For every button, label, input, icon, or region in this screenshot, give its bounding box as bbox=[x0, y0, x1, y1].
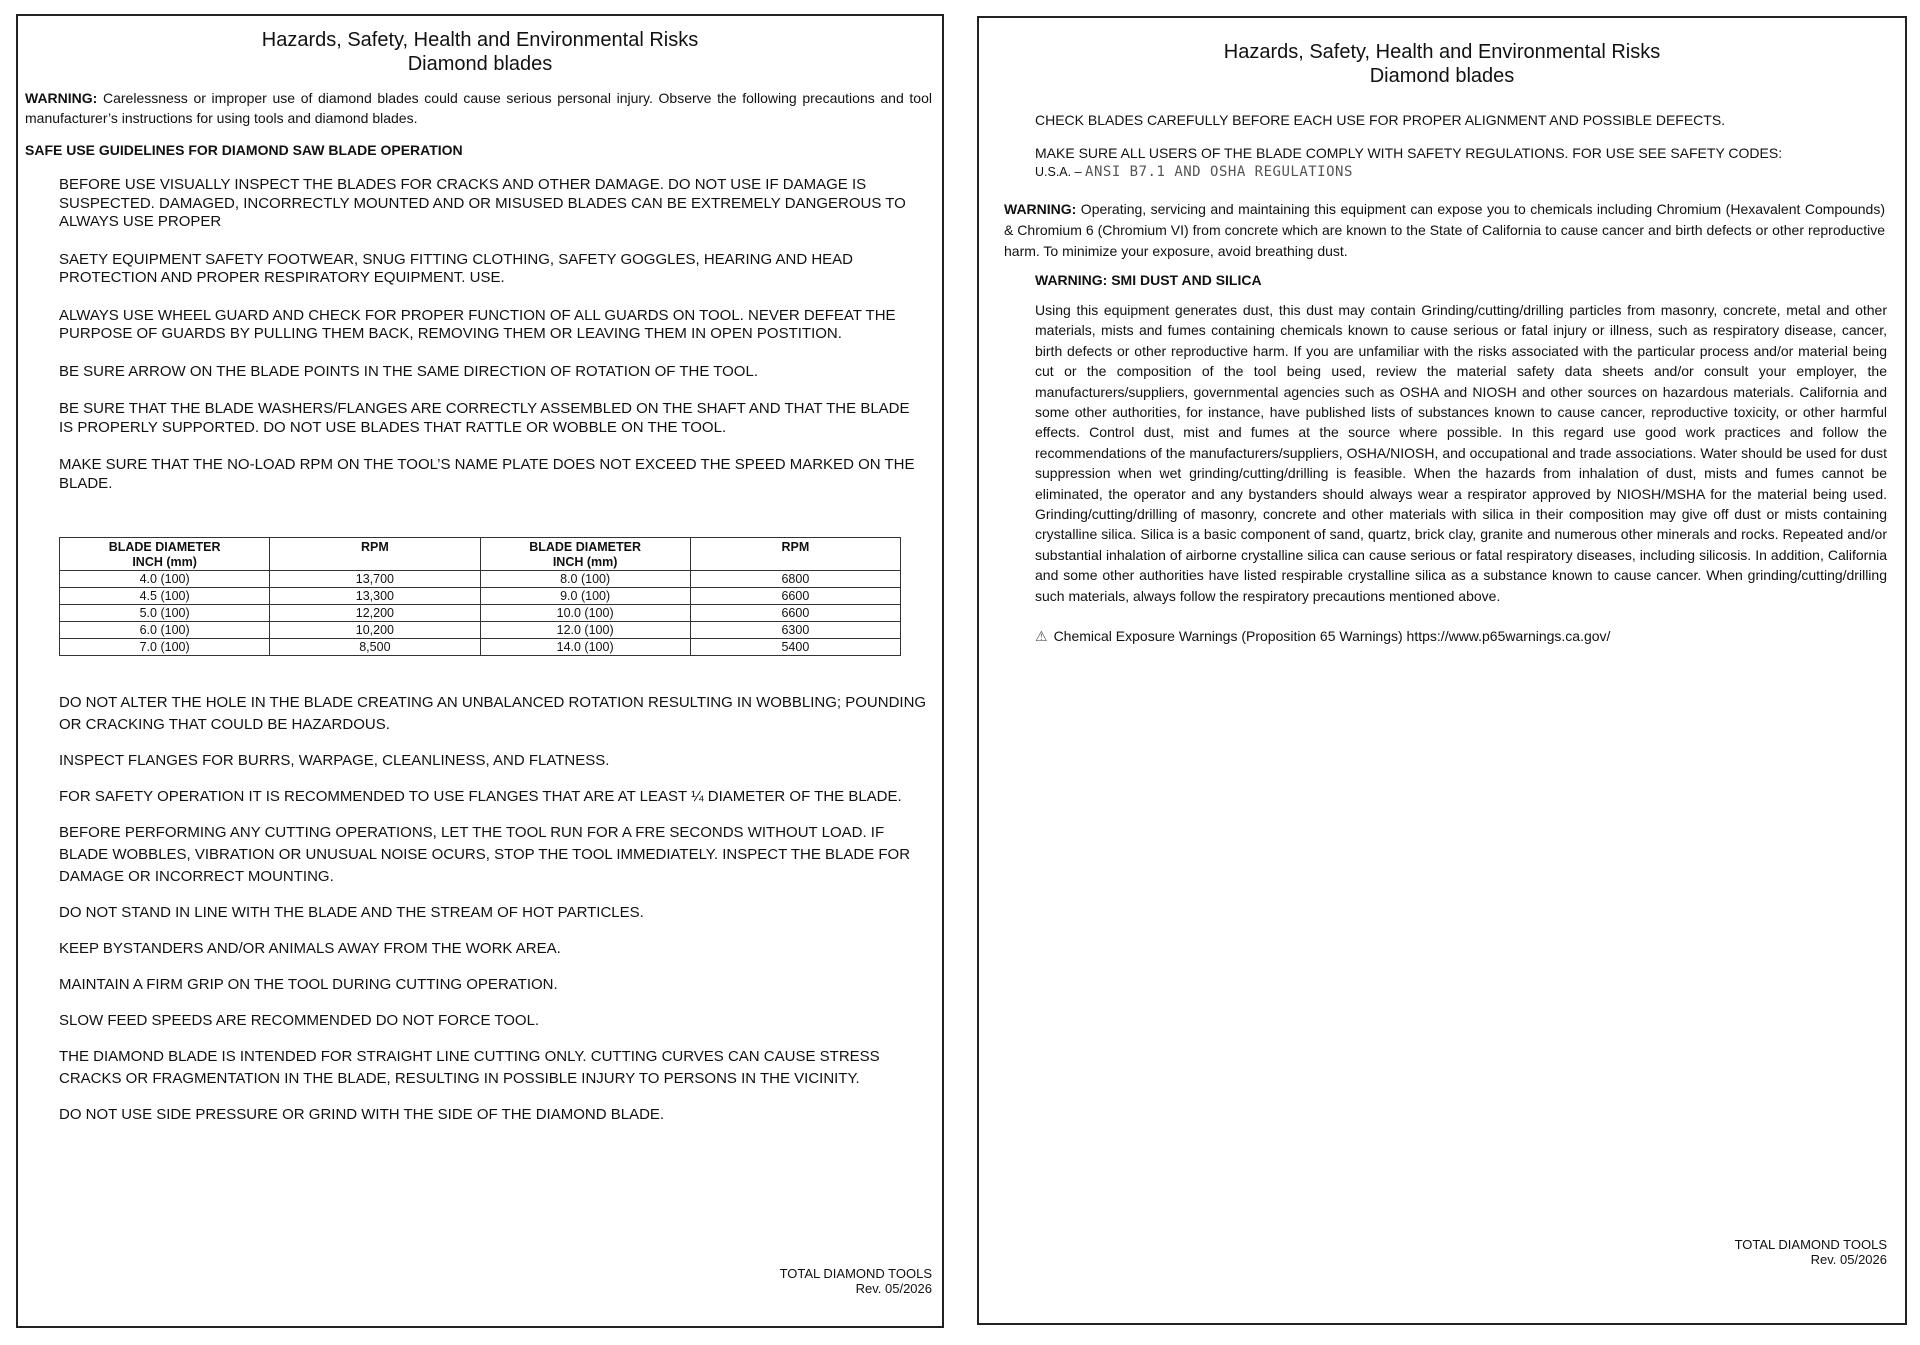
right-footer-company: TOTAL DIAMOND TOOLS bbox=[1734, 1237, 1887, 1252]
left-title-line1: Hazards, Safety, Health and Environmental Risks bbox=[261, 29, 699, 51]
warning-triangle-icon: ⚠ bbox=[1035, 628, 1048, 645]
safety-rules-list bbox=[59, 176, 922, 493]
rpm-table-header-row bbox=[60, 538, 901, 571]
left-footer-company: TOTAL DIAMOND TOOLS bbox=[779, 1266, 932, 1281]
safety-codes-value: ANSI B7.1 AND OSHA REGULATIONS bbox=[1085, 164, 1353, 180]
prop65-notice bbox=[1035, 626, 1905, 646]
dust-silica-heading: WARNING: SMI DUST AND SILICA bbox=[1035, 272, 1262, 288]
comply-text: MAKE SURE ALL USERS OF THE BLADE COMPLY WITH SAFETY REGULATIONS. FOR USE SEE SAFETY CODES: bbox=[1035, 145, 1783, 161]
table-row bbox=[60, 588, 901, 605]
table-cell: 12.0 (100) bbox=[480, 622, 690, 639]
table-cell: 8,500 bbox=[270, 639, 480, 656]
safety-rules-list-continued bbox=[59, 692, 928, 1126]
left-footer-revision: Rev. 05/2026 bbox=[855, 1281, 932, 1296]
col-header-blade-diameter: BLADE DIAMETER INCH (mm) bbox=[60, 538, 270, 571]
table-row bbox=[60, 622, 901, 639]
safety-rule: THE DIAMOND BLADE IS INTENDED FOR STRAIGHT LINE CUTTING ONLY. CUTTING CURVES CAN CAUSE STRESS CRACKS OR FRAGMENTATION IN THE BLADE, RESULTING IN POSSIBLE INJURY TO PERSONS IN THE VICINITY. bbox=[59, 1048, 880, 1087]
table-cell: 6600 bbox=[690, 605, 900, 622]
table-cell: 14.0 (100) bbox=[480, 639, 690, 656]
right-footer-revision: Rev. 05/2026 bbox=[1810, 1252, 1887, 1267]
right-document-page bbox=[977, 16, 1907, 1325]
col-header-blade-diameter: BLADE DIAMETER INCH (mm) bbox=[480, 538, 690, 571]
prop65-text: Chemical Exposure Warnings (Proposition 65 Warnings) https://www.p65warnings.ca.gov/ bbox=[1053, 628, 1611, 645]
safe-use-heading: SAFE USE GUIDELINES FOR DIAMOND SAW BLADE OPERATION bbox=[25, 142, 463, 158]
safety-rule: SLOW FEED SPEEDS ARE RECOMMENDED DO NOT FORCE TOOL. bbox=[59, 1012, 540, 1029]
table-cell: 8.0 (100) bbox=[480, 571, 690, 588]
table-cell: 6.0 (100) bbox=[60, 622, 270, 639]
safety-rule: BEFORE USE VISUALLY INSPECT THE BLADES FOR CRACKS AND OTHER DAMAGE. DO NOT USE IF DAMAGE IS SUSPECTED. DAMAGED, INCORRECTLY MOUNTED AND OR MISUSED BLADES CAN BE EXTREMELY DANGEROUS TO ALWAYS USE PROPER bbox=[59, 176, 906, 230]
right-warning-text: Operating, servicing and maintaining this equipment can expose you to chemicals including Chromium (Hexavalent Compounds) & Chromium 6 (Chromium VI) from concrete which are known to the State of California to cause cancer and birth defects or other reproductive harm. To minimize your exposure, avoid breathing dust. bbox=[1004, 201, 1885, 259]
left-warning-paragraph bbox=[25, 88, 932, 128]
table-cell: 6300 bbox=[690, 622, 900, 639]
table-cell: 12,200 bbox=[270, 605, 480, 622]
safety-rule: INSPECT FLANGES FOR BURRS, WARPAGE, CLEANLINESS, AND FLATNESS. bbox=[59, 752, 610, 769]
safety-rule: BE SURE THAT THE BLADE WASHERS/FLANGES ARE CORRECTLY ASSEMBLED ON THE SHAFT AND THAT THE BLADE IS PROPERLY SUPPORTED. DO NOT USE BLADES THAT RATTLE OR WOBBLE ON THE TOOL. bbox=[59, 400, 910, 436]
table-cell: 6800 bbox=[690, 571, 900, 588]
safety-rule: BEFORE PERFORMING ANY CUTTING OPERATIONS, LET THE TOOL RUN FOR A FRE SECONDS WITHOUT LOAD. IF BLADE WOBBLES, VIBRATION OR UNUSUAL NOISE OCURS, STOP THE TOOL IMMEDIATELY. INSPECT THE BLADE FOR DAMAGE OR INCORRECT MOUNTING. bbox=[59, 824, 911, 885]
chromium-warning-paragraph bbox=[1004, 199, 1885, 262]
left-footer bbox=[780, 1266, 932, 1296]
safety-rule: MAKE SURE THAT THE NO-LOAD RPM ON THE TOOL’S NAME PLATE DOES NOT EXCEED THE SPEED MARKED ON THE BLADE. bbox=[59, 456, 915, 492]
left-document-page bbox=[16, 14, 944, 1328]
safety-rule: BE SURE ARROW ON THE BLADE POINTS IN THE SAME DIRECTION OF ROTATION OF THE TOOL. bbox=[59, 362, 758, 380]
table-cell: 13,700 bbox=[270, 571, 480, 588]
left-warning-label: WARNING: bbox=[25, 90, 98, 106]
silica-paragraph: Using this equipment generates dust, this dust may contain Grinding/cutting/drilling particles from masonry, concrete, metal and other materials, mists and fumes containing chemicals known to cause serious or fatal injury or illness, such as respiratory disease, cancer, birth defects or other reproductive harm. If you are unfamiliar with the risks associated with the particular process and/or material being cut or the composition of the tool being used, review the material safety data sheets and/or consult your employer, the manufacturers/suppliers, governmental agencies such as OSHA and NIOSH and other sources on hazardous materials. California and some other authorities, for instance, have published lists of substances known to cause cancer, reproductive toxicity, or other harmful effects. Control dust, mist and fumes at the source where possible. In this regard use good work practices and follow the recommendations of the manufacturers/suppliers, OSHA/NIOSH, and occupational and trade associations. Water should be used for dust suppression when wet grinding/cutting/drilling is feasible. When the hazards from inhalation of dust, mists and fumes cannot be eliminated, the operator and any bystanders should always wear a respirator approved by NIOSH/MSHA for the material being used. Grinding/cutting/drilling of masonry, concrete and other materials with silica in their composition may give off dust or mists containing crystalline silica. Silica is a basic component of sand, quartz, brick clay, granite and numerous other minerals and rocks. Repeated and/or substantial inhalation of airborne crystalline silica can cause serious or fatal respiratory diseases, including silicosis. In addition, California and some other authorities have listed respirable crystalline silica as a substance known to cause cancer. When grinding/cutting/drilling such materials, always follow the respiratory precautions mentioned above. bbox=[1035, 302, 1887, 604]
comply-regulations-text bbox=[1035, 144, 1885, 182]
right-footer bbox=[1735, 1237, 1887, 1267]
table-cell: 7.0 (100) bbox=[60, 639, 270, 656]
table-cell: 13,300 bbox=[270, 588, 480, 605]
left-warning-text: Carelessness or improper use of diamond blades could cause serious personal injury. Observe the following precautions and tool manufacturer’s instructions for using tools and diamond blades. bbox=[25, 90, 932, 126]
col-header-rpm: RPM bbox=[690, 538, 900, 571]
right-warning-label: WARNING: bbox=[1004, 201, 1077, 217]
safety-rule: FOR SAFETY OPERATION IT IS RECOMMENDED TO USE FLANGES THAT ARE AT LEAST ¼ DIAMETER OF THE BLADE. bbox=[59, 788, 902, 805]
safety-codes-prefix: U.S.A. – bbox=[1035, 165, 1086, 179]
right-title-line2: Diamond blades bbox=[1369, 65, 1515, 87]
table-row bbox=[60, 605, 901, 622]
right-title bbox=[979, 40, 1905, 88]
table-cell: 5400 bbox=[690, 639, 900, 656]
table-cell: 9.0 (100) bbox=[480, 588, 690, 605]
left-title-line2: Diamond blades bbox=[407, 53, 553, 75]
rpm-table bbox=[59, 537, 901, 656]
table-cell: 6600 bbox=[690, 588, 900, 605]
safety-rule: ALWAYS USE WHEEL GUARD AND CHECK FOR PROPER FUNCTION OF ALL GUARDS ON TOOL. NEVER DEFEAT THE PURPOSE OF GUARDS BY PULLING THEM BACK, REMOVING THEM OR LEAVING THEM IN OPEN POSTITION. bbox=[59, 306, 896, 342]
safety-rule: DO NOT STAND IN LINE WITH THE BLADE AND THE STREAM OF HOT PARTICLES. bbox=[59, 904, 644, 921]
safety-rule: SAETY EQUIPMENT SAFETY FOOTWEAR, SNUG FITTING CLOTHING, SAFETY GOGGLES, HEARING AND HEAD PROTECTION AND PROPER RESPIRATORY EQUIPMENT. USE. bbox=[59, 250, 854, 286]
check-blades-text: CHECK BLADES CAREFULLY BEFORE EACH USE FOR PROPER ALIGNMENT AND POSSIBLE DEFECTS. bbox=[1035, 112, 1726, 128]
table-cell: 10,200 bbox=[270, 622, 480, 639]
safety-rule: KEEP BYSTANDERS AND/OR ANIMALS AWAY FROM THE WORK AREA. bbox=[59, 940, 561, 957]
table-row bbox=[60, 571, 901, 588]
safety-rule: MAINTAIN A FIRM GRIP ON THE TOOL DURING CUTTING OPERATION. bbox=[59, 976, 558, 993]
table-cell: 4.5 (100) bbox=[60, 588, 270, 605]
table-cell: 4.0 (100) bbox=[60, 571, 270, 588]
safety-codes bbox=[1035, 163, 1885, 182]
safety-rule: DO NOT USE SIDE PRESSURE OR GRIND WITH THE SIDE OF THE DIAMOND BLADE. bbox=[59, 1106, 665, 1123]
left-title bbox=[18, 28, 942, 76]
table-row bbox=[60, 639, 901, 656]
table-cell: 5.0 (100) bbox=[60, 605, 270, 622]
right-title-line1: Hazards, Safety, Health and Environmental Risks bbox=[1223, 41, 1661, 63]
table-cell: 10.0 (100) bbox=[480, 605, 690, 622]
col-header-rpm: RPM bbox=[270, 538, 480, 571]
safety-rule: DO NOT ALTER THE HOLE IN THE BLADE CREATING AN UNBALANCED ROTATION RESULTING IN WOBBLING; POUNDING OR CRACKING THAT COULD BE HAZARDOUS. bbox=[59, 694, 927, 733]
